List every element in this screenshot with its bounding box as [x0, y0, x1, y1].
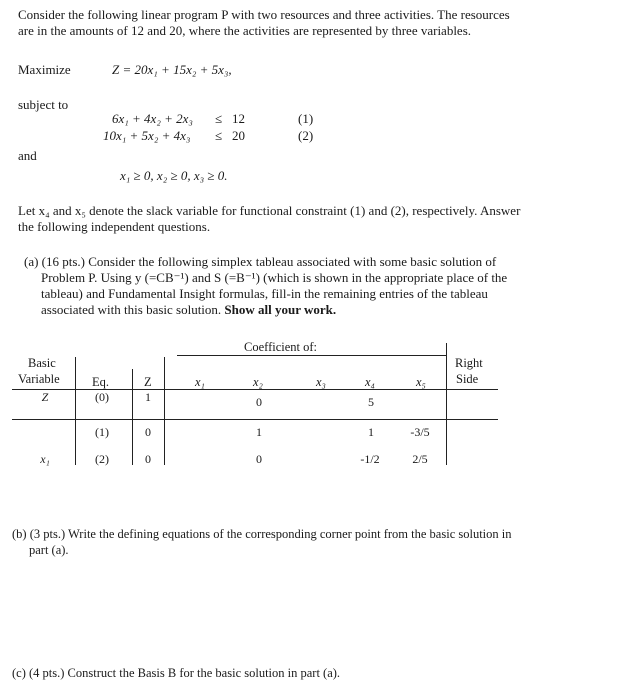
- coef-top-rule: [177, 355, 446, 356]
- row1-eq: (1): [95, 425, 109, 439]
- vline-x5-rhs: [446, 343, 447, 465]
- row2-eq: (2): [95, 452, 109, 466]
- part-a-paragraph: [24, 254, 609, 318]
- row2-x2: 0: [256, 452, 262, 466]
- constraint-2-number: (2): [298, 128, 314, 143]
- part-b-paragraph: [12, 526, 612, 558]
- constraint-2-relation: ≤: [215, 128, 223, 143]
- basic-label-2: Variable: [18, 372, 60, 386]
- part-a-line-2a: Problem P. Using y (=C: [41, 270, 165, 285]
- slack-paragraph: [18, 203, 608, 235]
- part-b-line-2: part (a).: [29, 543, 69, 557]
- rhs-label-1: Right: [455, 356, 483, 370]
- vline-z-x1: [164, 357, 165, 465]
- vline-eq-z: [132, 369, 133, 465]
- part-a-line-4-bold: Show all your work.: [224, 302, 337, 317]
- intro-paragraph: [18, 7, 608, 39]
- intro-line-2: are in the amounts of 12 and 20, where the activities are represented by three variables.: [18, 23, 472, 38]
- row1-x4: 1: [368, 425, 374, 439]
- row2-basic: x₁: [40, 452, 50, 466]
- x4-col-label: x₄: [365, 375, 375, 389]
- coefficient-header: Coefficient of:: [244, 340, 318, 354]
- rhs-label-2: Side: [456, 372, 479, 386]
- constraint-2-lhs: 10x₁ + 5x₂ + 4x₃: [103, 128, 191, 143]
- and-label: and: [18, 148, 37, 163]
- x5-col-label: x₅: [416, 375, 426, 389]
- row0-eq: (0): [95, 390, 109, 404]
- row2-x4: -1/2: [360, 452, 380, 466]
- x1-col-label: x₁: [195, 375, 205, 389]
- basic-label-1: Basic: [28, 356, 56, 370]
- maximize-label: Maximize: [18, 62, 71, 77]
- row0-basic: Z: [41, 390, 49, 404]
- x2-col-label: x₂: [253, 375, 263, 389]
- z-col-label: Z: [144, 375, 152, 389]
- constraint-1-rhs: 12: [232, 111, 245, 126]
- row0-x2: 0: [256, 395, 262, 409]
- subject-to-label: subject to: [18, 97, 69, 112]
- part-a-line-1: (a) (16 pts.) Consider the following simplex tableau associated with some basic solution of: [24, 254, 497, 269]
- row2-x5: 2/5: [412, 452, 428, 466]
- row0-z: 1: [145, 390, 151, 404]
- row0-x4: 5: [368, 395, 374, 409]
- part-a-line-2b: B⁻¹) and S (=B⁻¹) (which is shown in the appropriate place of the: [164, 270, 508, 285]
- part-a-line-4: [24, 302, 609, 318]
- row2-z: 0: [145, 452, 151, 466]
- eq-label: Eq.: [92, 375, 110, 389]
- constraint-1-number: (1): [298, 111, 314, 126]
- intro-line-1: Consider the following linear program P with two resources and three activities. The resources: [18, 7, 510, 22]
- part-a-line-2: [24, 270, 609, 286]
- row1-x2: 1: [256, 425, 262, 439]
- constraint-1-relation: ≤: [215, 111, 223, 126]
- part-b-line-1: (b) (3 pts.) Write the defining equations of the corresponding corner point from the basic solution in: [12, 527, 512, 541]
- slack-line-1: Let x₄ and x₅ denote the slack variable for functional constraint (1) and (2), respectively. Answer: [18, 203, 521, 218]
- constraint-2-rhs: 20: [232, 128, 245, 143]
- part-a-line-4-plain: associated with this basic solution.: [41, 302, 222, 317]
- row1-z: 0: [145, 425, 151, 439]
- row0-bottom-rule: [12, 419, 498, 420]
- row1-x5: -3/5: [410, 425, 430, 439]
- x3-col-label: x₃: [316, 375, 326, 389]
- constraint-1-lhs: 6x₁ + 4x₂ + 2x₃: [112, 111, 193, 126]
- objective-function: Z = 20x₁ + 15x₂ + 5x₃,: [112, 62, 232, 77]
- part-c-paragraph: (c) (4 pts.) Construct the Basis B for the basic solution in part (a).: [12, 666, 341, 680]
- vline-basic-eq: [75, 357, 76, 465]
- nonnegativity-constraints: x₁ ≥ 0, x₂ ≥ 0, x₃ ≥ 0.: [120, 168, 228, 183]
- slack-line-2: the following independent questions.: [18, 219, 211, 234]
- part-a-line-3: tableau) and Fundamental Insight formulas, fill-in the remaining entries of the tableau: [41, 286, 488, 301]
